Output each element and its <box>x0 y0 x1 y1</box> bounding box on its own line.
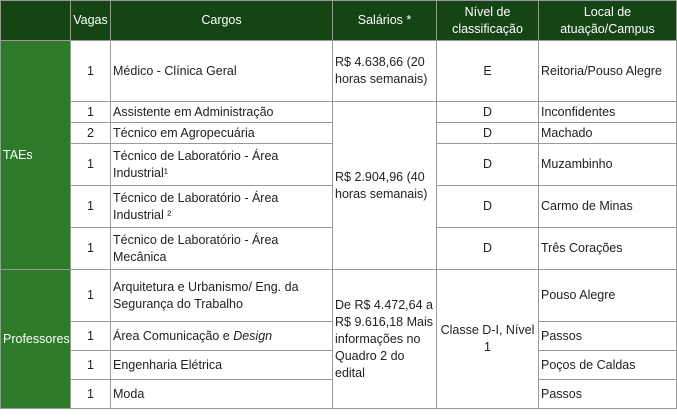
group-professores: Professores <box>1 270 71 409</box>
group-taes: TAEs <box>1 41 71 270</box>
header-vagas: Vagas <box>71 1 111 41</box>
nivel-cell: E <box>437 41 539 102</box>
local-cell: Muzambinho <box>539 144 677 186</box>
salario-cell: R$ 4.638,66 (20 horas semanais) <box>333 41 437 102</box>
nivel-cell: D <box>437 102 539 123</box>
local-cell: Carmo de Minas <box>539 186 677 228</box>
local-cell: Inconfidentes <box>539 102 677 123</box>
table-row <box>1 270 677 322</box>
vagas-cell: 1 <box>71 228 111 270</box>
local-cell: Machado <box>539 123 677 144</box>
header-blank <box>1 1 71 41</box>
cargo-cell <box>111 322 333 351</box>
local-cell: Poços de Caldas <box>539 351 677 380</box>
nivel-cell: D <box>437 123 539 144</box>
salario-cell-prof: De R$ 4.472,64 a R$ 9.616,18 Mais informações no Quadro 2 do edital <box>333 270 437 409</box>
local-cell: Passos <box>539 322 677 351</box>
vagas-cell: 1 <box>71 351 111 380</box>
cargo-cell: Engenharia Elétrica <box>111 351 333 380</box>
header-salarios: Salários * <box>333 1 437 41</box>
cargo-cell: Técnico de Laboratório - Área Industrial ² <box>111 186 333 228</box>
header-row <box>1 1 677 41</box>
nivel-cell: D <box>437 228 539 270</box>
vagas-cell: 1 <box>71 270 111 322</box>
header-nivel: Nível de classificação <box>437 1 539 41</box>
cargo-text: Área Comunicação e <box>113 328 234 343</box>
salario-cell-shared: R$ 2.904,96 (40 horas semanais) <box>333 102 437 270</box>
vagas-cell: 2 <box>71 123 111 144</box>
cargo-italic-text: Design <box>233 328 273 343</box>
cargo-cell: Arquitetura e Urbanismo/ Eng. da Segurança do Trabalho <box>111 270 333 322</box>
nivel-cell-prof: Classe D-I, Nível 1 <box>437 270 539 409</box>
header-cargos: Cargos <box>111 1 333 41</box>
nivel-cell: D <box>437 186 539 228</box>
local-cell: Passos <box>539 380 677 409</box>
local-cell: Reitoria/Pouso Alegre <box>539 41 677 102</box>
header-local: Local de atuação/Campus <box>539 1 677 41</box>
vagas-cell: 1 <box>71 322 111 351</box>
cargo-cell: Técnico em Agropecuária <box>111 123 333 144</box>
table-row <box>1 102 677 123</box>
table-row <box>1 41 677 102</box>
cargo-cell: Médico - Clínica Geral <box>111 41 333 102</box>
vagas-cell: 1 <box>71 144 111 186</box>
vagas-cell: 1 <box>71 186 111 228</box>
local-cell: Pouso Alegre <box>539 270 677 322</box>
cargo-cell: Moda <box>111 380 333 409</box>
local-cell: Três Corações <box>539 228 677 270</box>
vagas-cell: 1 <box>71 380 111 409</box>
vagas-cell: 1 <box>71 41 111 102</box>
cargo-cell: Técnico de Laboratório - Área Industrial¹ <box>111 144 333 186</box>
cargo-cell: Técnico de Laboratório - Área Mecânica <box>111 228 333 270</box>
cargo-cell: Assistente em Administração <box>111 102 333 123</box>
nivel-cell: D <box>437 144 539 186</box>
vagas-cell: 1 <box>71 102 111 123</box>
